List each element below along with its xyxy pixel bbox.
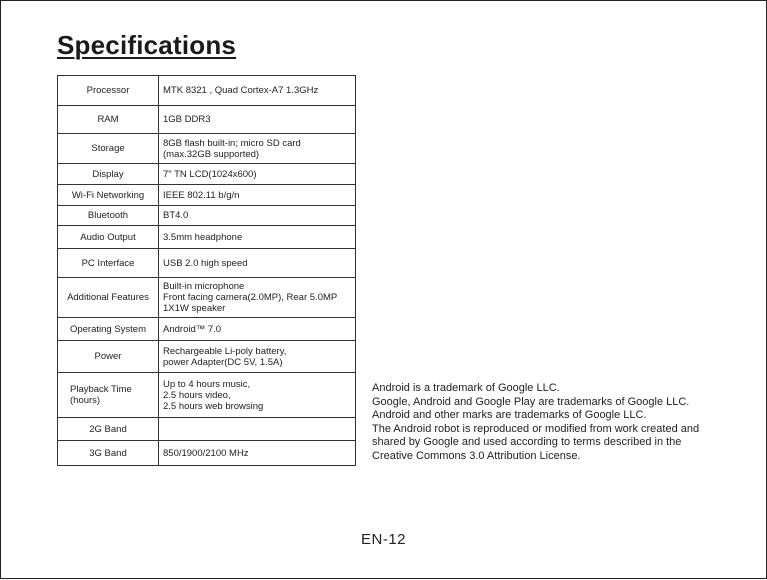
spec-label: Storage	[58, 134, 159, 164]
spec-label: Bluetooth	[58, 206, 159, 226]
spec-row-processor	[58, 76, 356, 106]
spec-label: Wi-Fi Networking	[58, 185, 159, 206]
notice-line: Google, Android and Google Play are trademarks of Google LLC.	[372, 395, 690, 408]
spec-value: BT4.0	[159, 206, 356, 226]
spec-label: Display	[58, 164, 159, 185]
spec-value-line: 8GB flash built-in; micro SD card	[163, 137, 301, 149]
spec-value-line: Front facing camera(2.0MP), Rear 5.0MP	[163, 292, 338, 303]
spec-label-line: Playback Time	[70, 384, 132, 395]
spec-row-operating-system	[58, 318, 356, 341]
spec-value-line: 1X1W speaker	[163, 303, 226, 314]
spec-value-line: Built-in microphone	[163, 281, 245, 292]
spec-value: MTK 8321 , Quad Cortex-A7 1.3GHz	[159, 76, 356, 106]
spec-value: 3.5mm headphone	[159, 226, 356, 249]
spec-label: Power	[58, 341, 159, 373]
notice-line: Android is a trademark of Google LLC.	[372, 382, 560, 394]
spec-row-ram	[58, 106, 356, 134]
spec-value-line: 2.5 hours video,	[163, 389, 231, 401]
spec-row-storage	[58, 134, 356, 164]
spec-value: 1GB DDR3	[159, 106, 356, 134]
spec-row-2g-band	[58, 418, 356, 441]
spec-value: IEEE 802.11 b/g/n	[159, 185, 356, 206]
spec-label: Operating System	[58, 318, 159, 341]
spec-value	[159, 373, 356, 418]
spec-value	[159, 134, 356, 164]
notice-line: Android and other marks are trademarks of Google LLC.	[372, 409, 647, 422]
spec-label: PC Interface	[58, 249, 159, 278]
spec-value-line: power Adapter(DC 5V, 1.5A)	[163, 356, 283, 368]
spec-value: 7" TN LCD(1024x600)	[159, 164, 356, 185]
spec-value-line: Rechargeable Li-poly battery,	[163, 345, 287, 357]
spec-value-line: (max.32GB supported)	[163, 148, 260, 160]
notice-line: Creative Commons 3.0 Attribution License.	[372, 449, 581, 462]
spec-value-line: Up to 4 hours music,	[163, 378, 251, 390]
spec-row-pc-interface	[58, 249, 356, 278]
spec-label	[58, 373, 159, 418]
spec-label: 3G Band	[58, 441, 159, 466]
notice-line: shared by Google and used according to terms described in the	[372, 436, 682, 449]
spec-value: Android™ 7.0	[159, 318, 356, 341]
spec-label: RAM	[58, 106, 159, 134]
spec-row-power	[58, 341, 356, 373]
spec-row-playback-time	[58, 373, 356, 418]
spec-label: 2G Band	[58, 418, 159, 441]
spec-value: 850/1900/2100 MHz	[159, 441, 356, 466]
notice-line: The Android robot is reproduced or modified from work created and	[372, 422, 700, 435]
spec-row-3g-band	[58, 441, 356, 466]
spec-value	[159, 418, 356, 441]
spec-label-line: (hours)	[70, 395, 101, 406]
spec-value	[159, 341, 356, 373]
spec-value	[159, 278, 356, 318]
spec-row-display	[58, 164, 356, 185]
spec-label: Processor	[58, 76, 159, 106]
spec-row-audio-output	[58, 226, 356, 249]
spec-label: Audio Output	[58, 226, 159, 249]
spec-value-line: 2.5 hours web browsing	[163, 400, 264, 412]
spec-row-wifi	[58, 185, 356, 206]
page-number: EN-12	[360, 531, 407, 548]
page-title: Specifications	[57, 30, 237, 60]
specifications-table	[57, 75, 356, 466]
spec-value: USB 2.0 high speed	[159, 249, 356, 278]
trademark-notice	[372, 382, 752, 464]
spec-row-bluetooth	[58, 206, 356, 226]
spec-row-additional-features	[58, 278, 356, 318]
spec-label: Additional Features	[58, 278, 159, 318]
